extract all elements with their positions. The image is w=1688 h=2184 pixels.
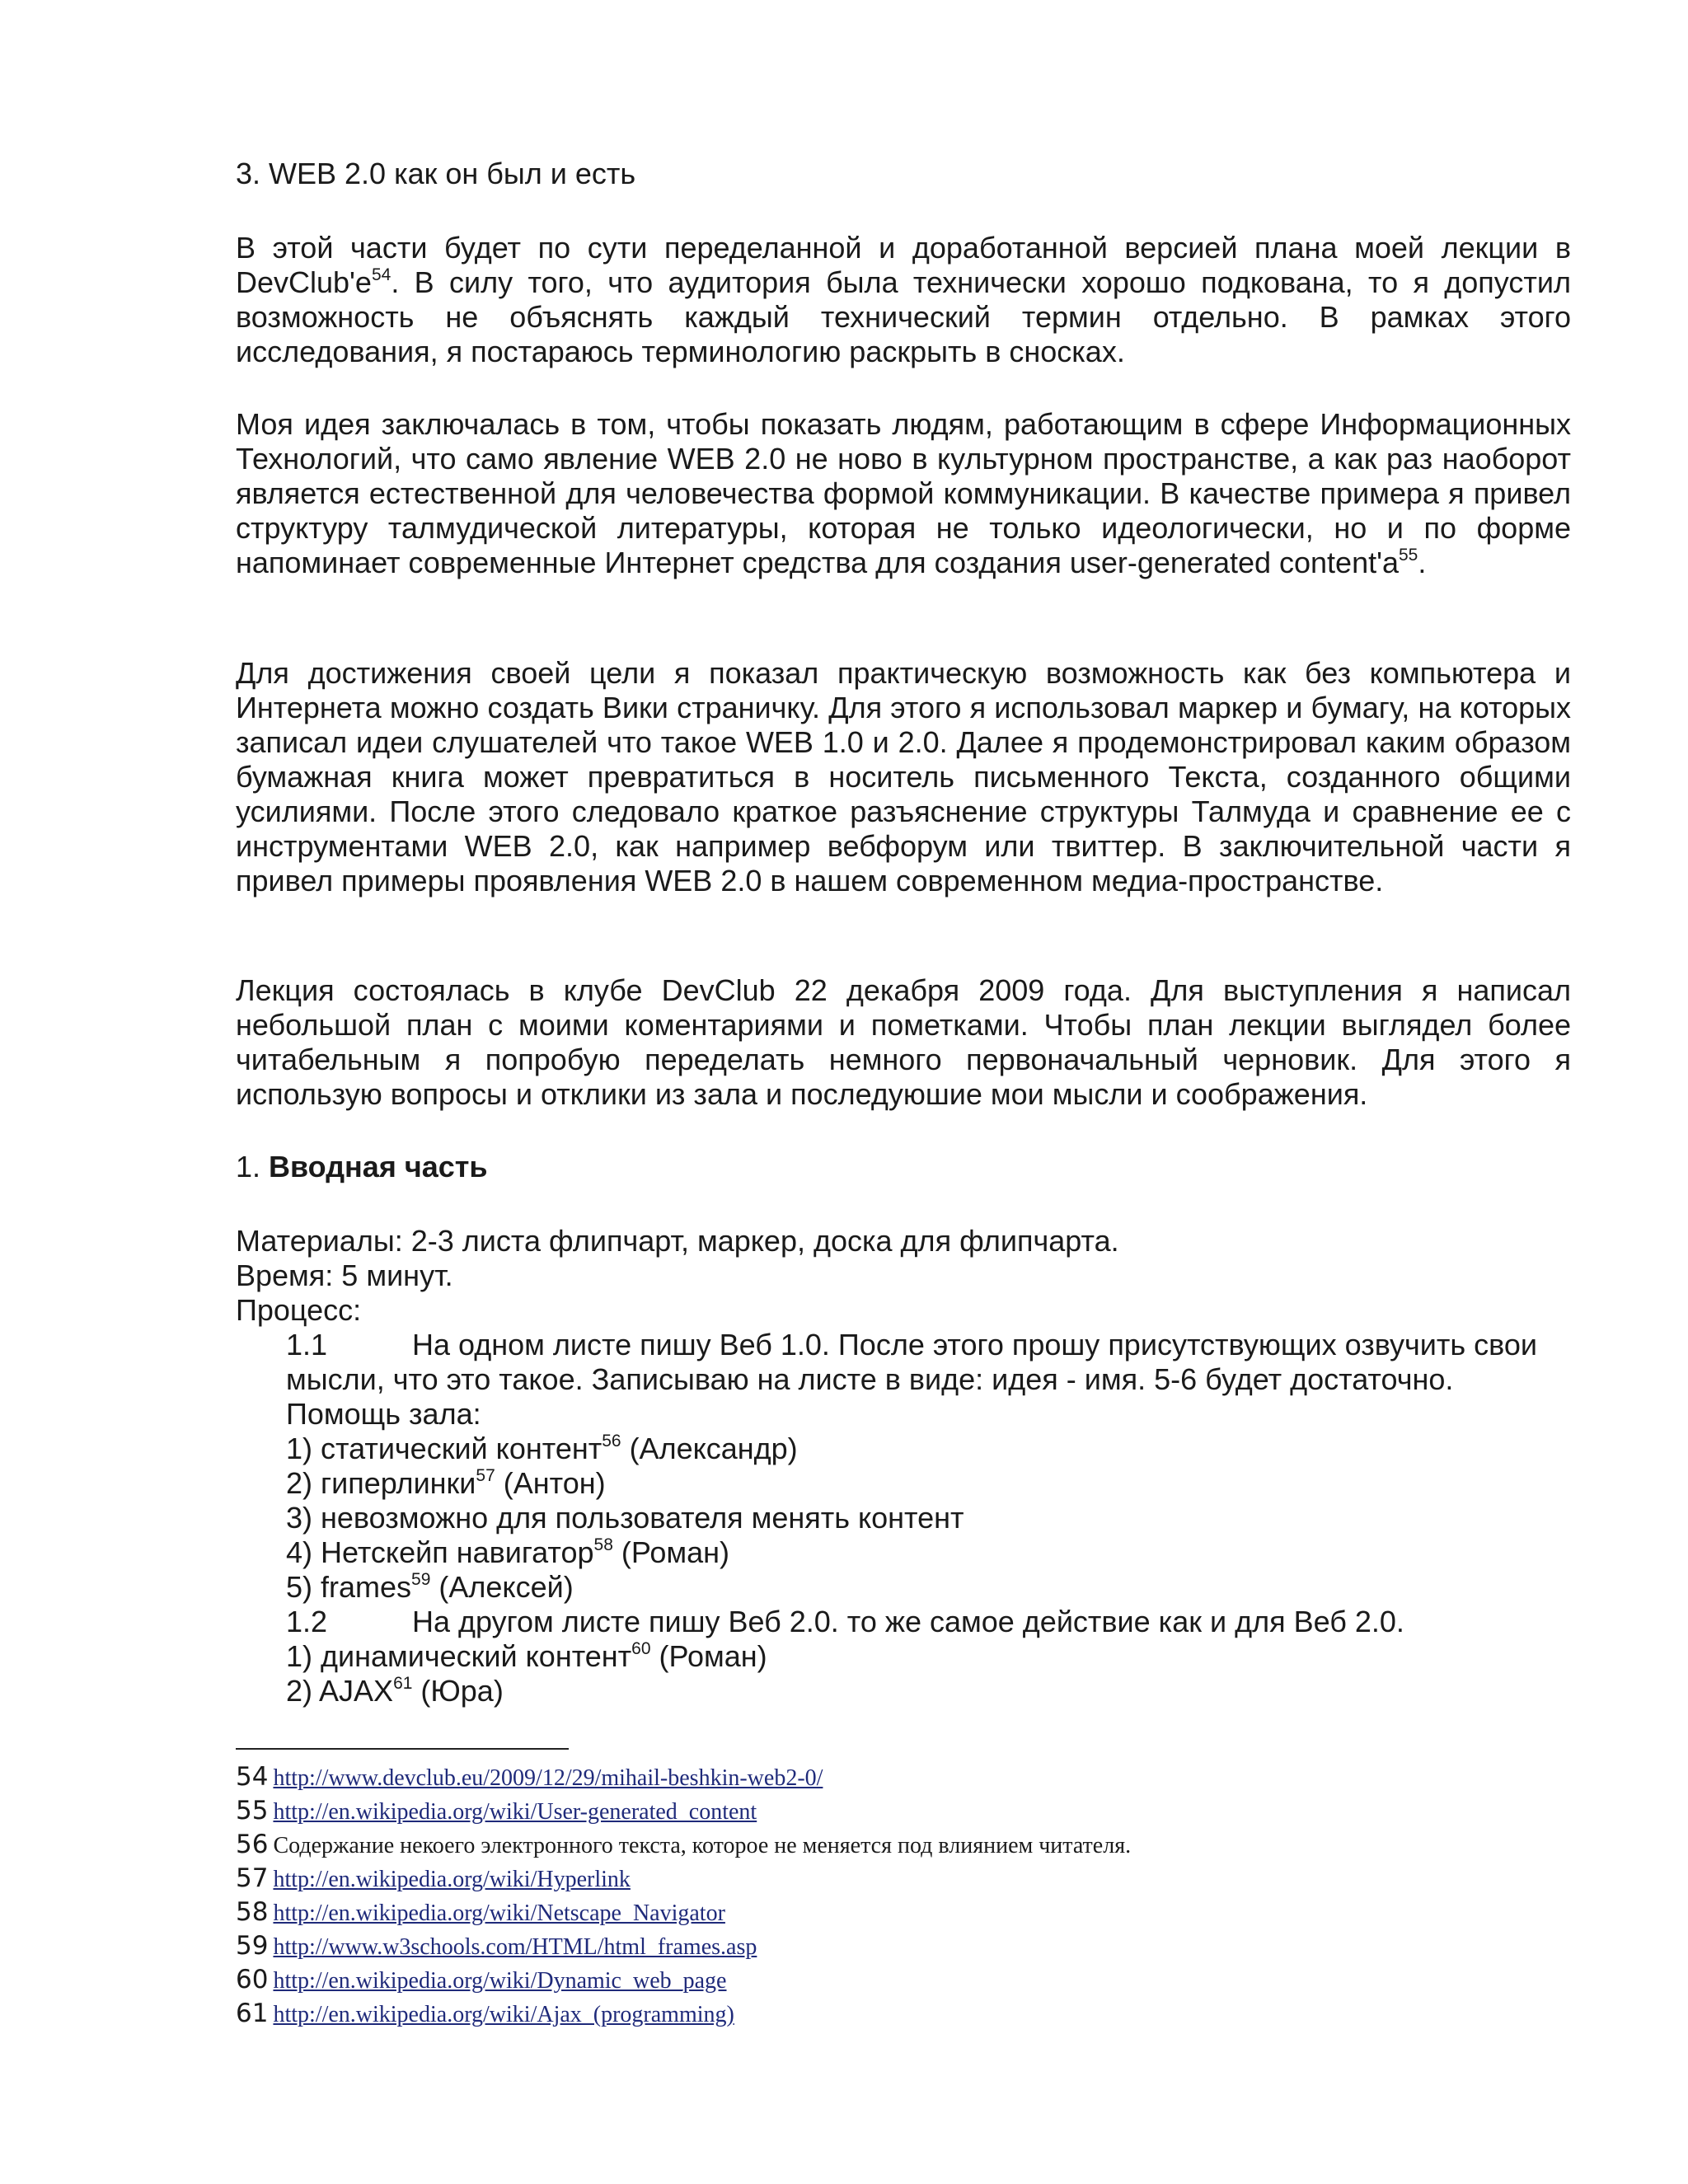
- footnote-link[interactable]: http://www.w3schools.com/HTML/html_frames.asp: [273, 1934, 757, 1960]
- paragraph-4: Лекция состоялась в клубе DevClub 22 декабря 2009 года. Для выступления я написал небольшой план с моими коментариями и пометками. Чтобы план лекции выглядел более читабельным я попробую переделать немного первоначальный черновик. Для этого я использую вопросы и отклики из зала и последуюшие мои мысли и соображения.: [236, 973, 1571, 1111]
- footnote-ref-57[interactable]: 57: [476, 1466, 495, 1485]
- footnote-link[interactable]: http://en.wikipedia.org/wiki/Ajax_(programming): [273, 2002, 734, 2027]
- footnote-54: 54 http://www.devclub.eu/2009/12/29/mihail-beshkin-web2-0/: [236, 1762, 823, 1792]
- help-label: Помощь зала:: [286, 1397, 481, 1431]
- footnote-ref-58[interactable]: 58: [593, 1535, 613, 1554]
- list-item: 2) гиперлинки$^{57}$ (Антон): [286, 1466, 606, 1500]
- paragraph-3: Для достижения своей цели я показал практическую возможность как без компьютера и Интернета можно создать Вики страничку. Для этого я использовал маркер и бумагу, на которых записал идеи слушателей что такое WEB 1.0 и 2.0. Далее я продемонстрировал каким образом бумажная книга может превратиться в носитель письменного Текста, созданного общими усилиями. После этого следовало краткое разъяснение структуры Талмуда и сравнение ее с инструментами WEB 2.0, как например вебфорум или твиттер. В заключительной части я привел примеры проявления WEB 2.0 в нашем современном медиа-пространстве.: [236, 656, 1571, 898]
- step-1-2-number: 1.2: [286, 1605, 328, 1638]
- footnote-ref-59[interactable]: 59: [411, 1570, 431, 1589]
- step-1-1-number: 1.1: [286, 1328, 328, 1361]
- footnote-ref-54[interactable]: 54: [371, 265, 392, 284]
- list-item: 5) frames$^{59}$ (Алексей): [286, 1570, 574, 1604]
- paragraph-1: В этой части будет по сути переделанной и доработанной версией плана моей лекции в $DevClub'e^{54}$. В силу того, что аудитория была технически хорошо подкована, то я допустил возможность не объяснять каждый технический термин отдельно. В рамках этого исследования, я постараюсь терминологию раскрыть в сносках.: [236, 231, 1571, 368]
- list-item: 1) статический контент$^{56}$ (Александр): [286, 1432, 798, 1465]
- footnote-58: 58 http://en.wikipedia.org/wiki/Netscape_Navigator: [236, 1897, 725, 1927]
- footnote-59: 59 http://www.w3schools.com/HTML/html_frames.asp: [236, 1931, 757, 1961]
- materials-line: Материалы: 2-3 листа флипчарт, маркер, доска для флипчарта.: [236, 1224, 1119, 1258]
- footnote-link[interactable]: http://en.wikipedia.org/wiki/Dynamic_web_page: [273, 1968, 727, 1994]
- part-1-title: Вводная часть: [269, 1150, 488, 1183]
- footnote-link[interactable]: http://en.wikipedia.org/wiki/User-generated_content: [273, 1799, 757, 1825]
- footnote-link[interactable]: http://en.wikipedia.org/wiki/Hyperlink: [273, 1867, 631, 1892]
- time-line: Время: 5 минут.: [236, 1258, 453, 1292]
- footnote-link[interactable]: http://en.wikipedia.org/wiki/Netscape_Navigator: [273, 1900, 725, 1926]
- footnote-55: 55 http://en.wikipedia.org/wiki/User-generated_content: [236, 1796, 757, 1825]
- step-1-2: 1.2 На другом листе пишу Веб 2.0. то же самое действие как и для Веб 2.0.: [286, 1605, 1404, 1638]
- step-1-1: 1.1 На одном листе пишу Веб 1.0. После этого прошу присутствующих озвучить свои: [286, 1328, 1537, 1361]
- list-item: 4) Нетскейп навигатор$^{58}$ (Роман): [286, 1535, 729, 1569]
- list-item: 2) AJAX$^{61}$ (Юра): [286, 1674, 504, 1708]
- footnote-ref-60[interactable]: 60: [631, 1639, 651, 1658]
- part-1-heading: 1. Вводная часть: [236, 1150, 488, 1183]
- footnote-text: Содержание некоего электронного текста, которое не меняется под влиянием читателя.: [273, 1833, 1132, 1858]
- step-1-1-cont: мысли, что это такое. Записываю на листе в виде: идея - имя. 5-6 будет достаточно.: [286, 1362, 1454, 1396]
- footnote-60: 60 http://en.wikipedia.org/wiki/Dynamic_web_page: [236, 1965, 727, 1994]
- footnote-ref-55[interactable]: 55: [1399, 546, 1418, 565]
- section-title: 3. WEB 2.0 как он был и есть: [236, 157, 636, 190]
- process-line: Процесс:: [236, 1293, 362, 1327]
- list-item: 3) невозможно для пользователя менять контент: [286, 1501, 964, 1535]
- paragraph-2: Моя идея заключалась в том, чтобы показать людям, работающим в сфере Информационных Технологий, что само явление WEB 2.0 не ново в культурном пространстве, а как раз наоборот является естественной для человечества формой коммуникации. В качестве примера я привел структуру талмудической литературы, которая не только идеологически, но и по форме напоминает современные Интернет средства для создания user-generated $content'а^{55}$.: [236, 407, 1571, 579]
- footnote-ref-56[interactable]: 56: [602, 1432, 621, 1451]
- footnote-56: 56 Содержание некоего электронного текста, которое не меняется под влиянием читателя.: [236, 1830, 1132, 1859]
- footnote-61: 61 http://en.wikipedia.org/wiki/Ajax_(programming): [236, 1999, 734, 2028]
- footnote-separator: [236, 1748, 569, 1750]
- footnote-ref-61[interactable]: 61: [393, 1674, 413, 1693]
- list-item: 1) динамический контент$^{60}$ (Роман): [286, 1639, 767, 1673]
- footnote-link[interactable]: http://www.devclub.eu/2009/12/29/mihail-beshkin-web2-0/: [273, 1765, 823, 1791]
- footnote-57: 57 http://en.wikipedia.org/wiki/Hyperlink: [236, 1863, 631, 1893]
